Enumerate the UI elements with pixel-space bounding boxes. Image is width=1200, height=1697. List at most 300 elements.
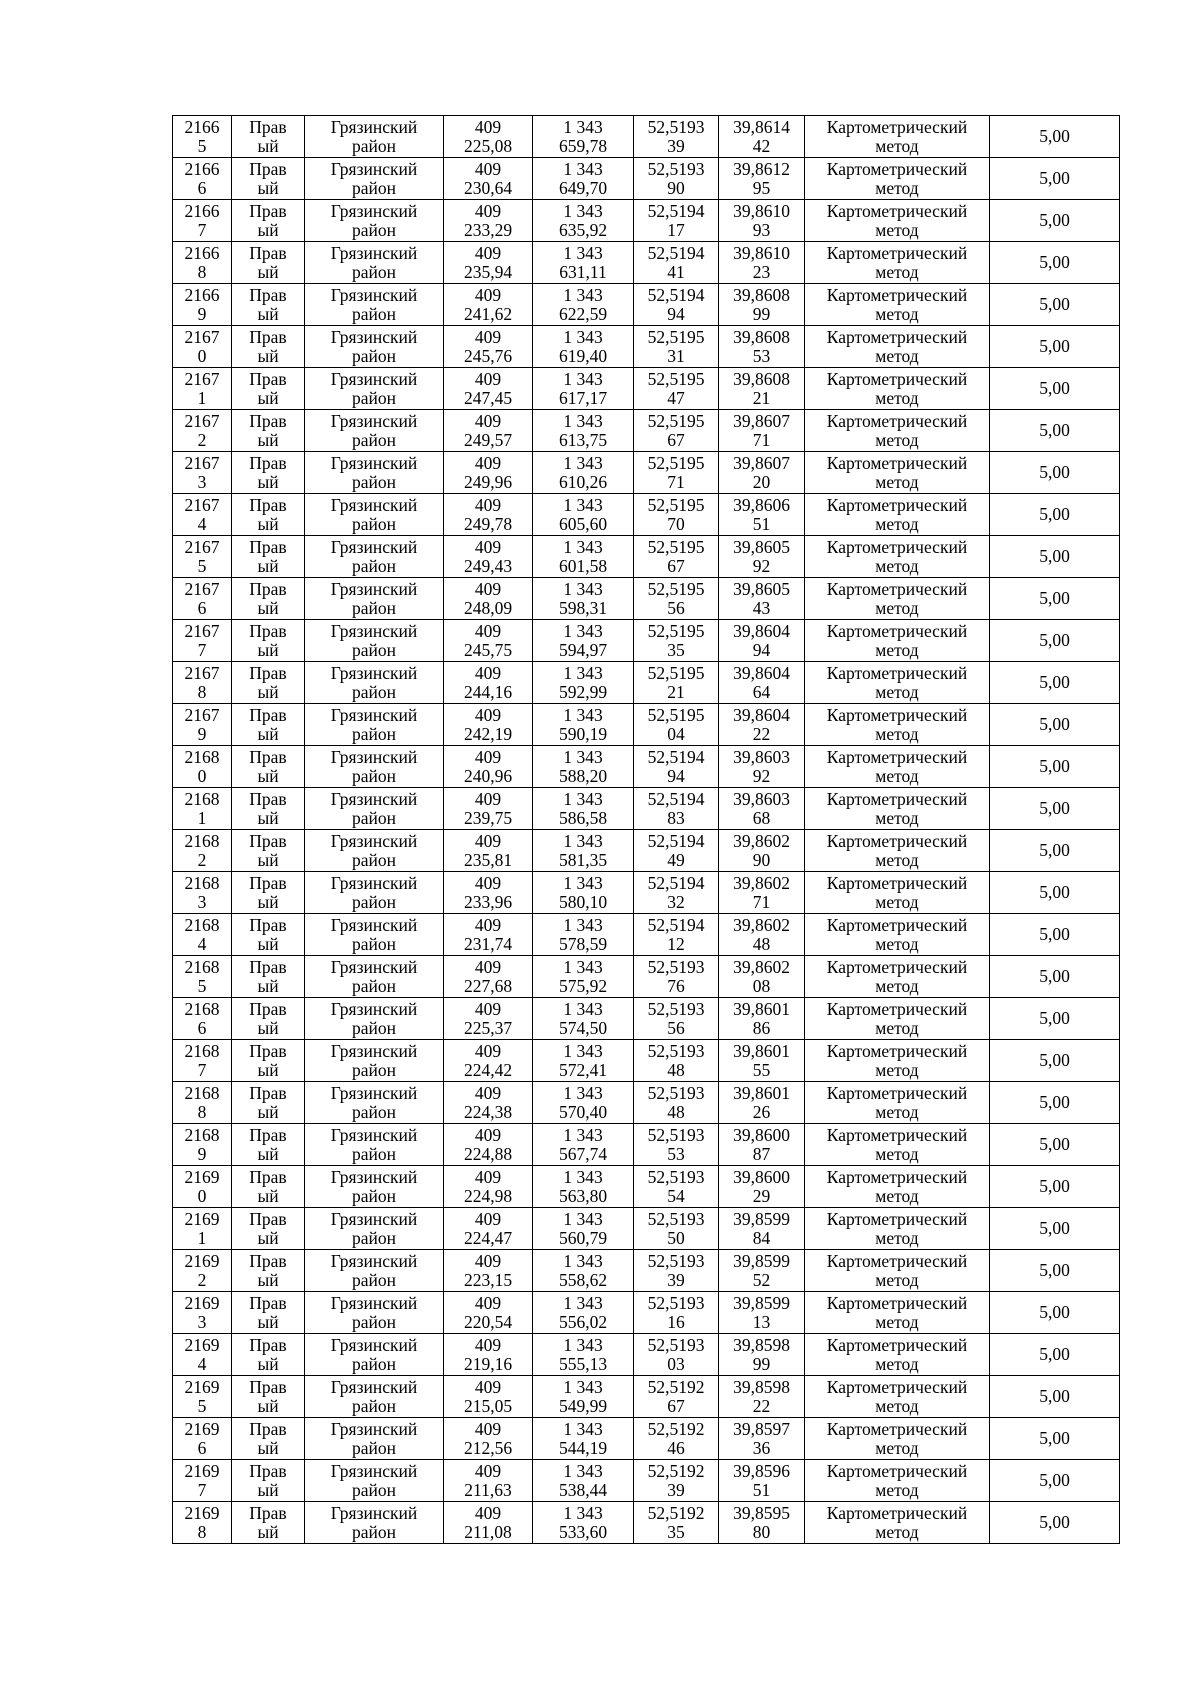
bank-side-cell-line-2: ый [257,849,279,870]
district-cell-line-2: район [352,1227,396,1248]
y-coordinate-cell-line-1: 1 343 [563,704,603,725]
method-cell-line-1: Картометрический [826,1040,968,1061]
latitude-cell-line-2: 35 [667,1521,685,1542]
y-coordinate-cell-line-1: 1 343 [563,1250,603,1271]
longitude-cell-line-2: 21 [752,387,771,408]
table-row [173,1502,1120,1544]
longitude-cell-line-1: 39,8598 [733,1334,790,1355]
bank-side-cell-line-2: ый [257,1143,279,1164]
bank-side-cell-line-2: ый [257,1395,279,1416]
district-cell-line-2: район [352,1521,396,1542]
longitude-cell-line-1: 39,8601 [733,998,790,1019]
longitude-cell-line-1: 39,8605 [733,536,790,557]
district-cell-line-1: Грязинский [330,872,418,893]
bank-side-cell [232,1040,305,1082]
y-coordinate-cell [533,578,634,620]
longitude-cell-line-2: 29 [752,1185,771,1206]
x-coordinate-cell [444,1334,533,1376]
longitude-cell-line-1: 39,8603 [733,746,790,767]
method-cell-line-2: метод [875,807,919,828]
accuracy-cell: 5,00 [990,452,1120,494]
x-coordinate-cell-line-2: 235,81 [463,849,513,870]
accuracy-cell: 5,00 [990,704,1120,746]
longitude-cell-line-2: 43 [752,597,771,618]
x-coordinate-cell-line-1: 409 [474,1166,502,1187]
point-number-cell [173,536,232,578]
method-cell-line-1: Картометрический [826,830,968,851]
bank-side-cell-line-2: ый [257,513,279,534]
point-number-cell-line-2: 6 [197,1437,207,1458]
longitude-cell-line-1: 39,8608 [733,284,790,305]
longitude-cell-line-2: 51 [752,513,771,534]
y-coordinate-cell-line-2: 635,92 [558,219,608,240]
method-cell-line-1: Картометрический [826,1124,968,1145]
latitude-cell [634,746,719,788]
method-cell-line-2: метод [875,933,919,954]
point-number-cell-line-2: 4 [197,1353,207,1374]
latitude-cell-line-2: 67 [667,429,685,450]
point-number-cell-line-2: 3 [197,471,207,492]
bank-side-cell-line-2: ый [257,1479,279,1500]
x-coordinate-cell-line-1: 409 [474,1208,502,1229]
longitude-cell-line-1: 39,8599 [733,1208,790,1229]
longitude-cell [719,746,805,788]
bank-side-cell-line-1: Прав [249,368,287,389]
y-coordinate-cell-line-1: 1 343 [563,452,603,473]
longitude-cell [719,158,805,200]
x-coordinate-cell-line-2: 224,42 [463,1059,513,1080]
district-cell-line-2: район [352,429,396,450]
table-row [173,1040,1120,1082]
latitude-cell-line-1: 52,5193 [647,1208,705,1229]
x-coordinate-cell-line-2: 247,45 [463,387,513,408]
y-coordinate-cell-line-1: 1 343 [563,1334,603,1355]
y-coordinate-cell-line-1: 1 343 [563,620,603,641]
method-cell [805,116,990,158]
x-coordinate-cell [444,620,533,662]
latitude-cell-line-1: 52,5193 [647,1166,705,1187]
x-coordinate-cell [444,746,533,788]
table-row [173,1166,1120,1208]
y-coordinate-cell-line-2: 619,40 [558,345,608,366]
point-number-cell [173,1208,232,1250]
x-coordinate-cell-line-2: 248,09 [463,597,513,618]
y-coordinate-cell [533,242,634,284]
latitude-cell-line-2: 49 [667,849,685,870]
district-cell [305,536,444,578]
longitude-cell-line-2: 22 [752,1395,771,1416]
x-coordinate-cell [444,116,533,158]
x-coordinate-cell-line-2: 249,96 [463,471,513,492]
bank-side-cell [232,1334,305,1376]
method-cell-line-2: метод [875,1479,919,1500]
longitude-cell [719,410,805,452]
x-coordinate-cell-line-1: 409 [474,284,502,305]
method-cell-line-2: метод [875,1059,919,1080]
longitude-cell-line-2: 42 [752,135,771,156]
method-cell [805,1376,990,1418]
y-coordinate-cell-line-1: 1 343 [563,200,603,221]
table-row [173,746,1120,788]
x-coordinate-cell-line-2: 231,74 [463,933,513,954]
longitude-cell-line-2: 51 [752,1479,771,1500]
y-coordinate-cell-line-1: 1 343 [563,578,603,599]
point-number-cell [173,158,232,200]
bank-side-cell [232,704,305,746]
latitude-cell [634,452,719,494]
district-cell [305,494,444,536]
latitude-cell-line-1: 52,5194 [647,914,705,935]
longitude-cell [719,704,805,746]
bank-side-cell-line-2: ый [257,177,279,198]
longitude-cell [719,1250,805,1292]
accuracy-cell: 5,00 [990,1418,1120,1460]
bank-side-cell-line-2: ый [257,1017,279,1038]
y-coordinate-cell-line-1: 1 343 [563,1292,603,1313]
y-coordinate-cell [533,1166,634,1208]
y-coordinate-cell-line-2: 544,19 [558,1437,608,1458]
district-cell [305,284,444,326]
method-cell-line-1: Картометрический [826,452,968,473]
bank-side-cell-line-2: ый [257,1227,279,1248]
district-cell-line-2: район [352,555,396,576]
bank-side-cell [232,956,305,998]
table-body [173,116,1120,1544]
x-coordinate-cell [444,956,533,998]
point-number-cell-line-2: 2 [197,1269,207,1290]
latitude-cell-line-2: 39 [667,1479,685,1500]
district-cell-line-1: Грязинский [330,1460,418,1481]
point-number-cell-line-2: 1 [197,1227,207,1248]
accuracy-cell: 5,00 [990,872,1120,914]
y-coordinate-cell-line-1: 1 343 [563,1124,603,1145]
point-number-cell [173,1460,232,1502]
method-cell [805,1250,990,1292]
longitude-cell-line-1: 39,8601 [733,1040,790,1061]
bank-side-cell-line-2: ый [257,429,279,450]
district-cell-line-2: район [352,387,396,408]
latitude-cell-line-2: 17 [667,219,685,240]
district-cell [305,1208,444,1250]
method-cell-line-1: Картометрический [826,1292,968,1313]
x-coordinate-cell-line-2: 241,62 [463,303,513,324]
latitude-cell-line-1: 52,5195 [647,368,705,389]
district-cell-line-2: район [352,1059,396,1080]
point-number-cell-line-2: 1 [197,387,207,408]
method-cell-line-1: Картометрический [826,1334,968,1355]
longitude-cell-line-2: 64 [752,681,771,702]
y-coordinate-cell-line-2: 622,59 [558,303,608,324]
longitude-cell [719,1376,805,1418]
point-number-cell [173,956,232,998]
method-cell-line-1: Картометрический [826,1460,968,1481]
longitude-cell [719,452,805,494]
bank-side-cell-line-1: Прав [249,536,287,557]
bank-side-cell-line-1: Прав [249,746,287,767]
method-cell [805,452,990,494]
y-coordinate-cell [533,998,634,1040]
method-cell-line-1: Картометрический [826,1502,968,1523]
longitude-cell-line-1: 39,8602 [733,914,790,935]
latitude-cell [634,1334,719,1376]
y-coordinate-cell-line-1: 1 343 [563,158,603,179]
longitude-cell-line-1: 39,8610 [733,200,790,221]
method-cell-line-2: метод [875,1143,919,1164]
y-coordinate-cell-line-2: 549,99 [558,1395,608,1416]
district-cell-line-2: район [352,933,396,954]
district-cell-line-2: район [352,1101,396,1122]
x-coordinate-cell [444,578,533,620]
point-number-cell-line-2: 7 [197,219,207,240]
accuracy-cell: 5,00 [990,494,1120,536]
district-cell-line-1: Грязинский [330,578,418,599]
point-number-cell-line-1: 2166 [184,242,220,263]
latitude-cell [634,704,719,746]
point-number-cell-line-2: 4 [197,933,207,954]
bank-side-cell [232,536,305,578]
latitude-cell [634,1250,719,1292]
district-cell-line-2: район [352,1395,396,1416]
latitude-cell [634,242,719,284]
bank-side-cell-line-1: Прав [249,788,287,809]
method-cell [805,578,990,620]
table-row [173,662,1120,704]
district-cell-line-2: район [352,1185,396,1206]
latitude-cell-line-2: 04 [667,723,685,744]
point-number-cell-line-2: 6 [197,177,207,198]
bank-side-cell-line-2: ый [257,723,279,744]
point-number-cell-line-1: 2168 [184,830,220,851]
point-number-cell-line-2: 7 [197,639,207,660]
point-number-cell-line-1: 2168 [184,1082,220,1103]
bank-side-cell-line-1: Прав [249,1082,287,1103]
x-coordinate-cell-line-2: 211,63 [464,1479,512,1500]
x-coordinate-cell [444,662,533,704]
y-coordinate-cell [533,872,634,914]
longitude-cell-line-2: 13 [752,1311,771,1332]
x-coordinate-cell [444,1418,533,1460]
latitude-cell-line-2: 16 [667,1311,685,1332]
bank-side-cell [232,662,305,704]
table-row [173,620,1120,662]
bank-side-cell [232,1376,305,1418]
y-coordinate-cell-line-2: 649,70 [558,177,608,198]
method-cell [805,1502,990,1544]
method-cell-line-1: Картометрический [826,200,968,221]
y-coordinate-cell-line-2: 594,97 [558,639,608,660]
bank-side-cell-line-2: ый [257,471,279,492]
district-cell [305,620,444,662]
x-coordinate-cell-line-2: 224,98 [463,1185,513,1206]
y-coordinate-cell-line-2: 588,20 [558,765,608,786]
y-coordinate-cell-line-1: 1 343 [563,284,603,305]
x-coordinate-cell-line-1: 409 [474,452,502,473]
bank-side-cell-line-2: ый [257,891,279,912]
method-cell-line-1: Картометрический [826,662,968,683]
latitude-cell-line-2: 56 [667,597,685,618]
latitude-cell [634,326,719,368]
point-number-cell [173,326,232,368]
district-cell-line-1: Грязинский [330,116,418,137]
latitude-cell [634,536,719,578]
y-coordinate-cell [533,494,634,536]
point-number-cell-line-2: 8 [197,1101,207,1122]
latitude-cell [634,158,719,200]
y-coordinate-cell-line-2: 575,92 [558,975,608,996]
district-cell-line-1: Грязинский [330,284,418,305]
point-number-cell [173,746,232,788]
table-row [173,998,1120,1040]
x-coordinate-cell [444,494,533,536]
bank-side-cell [232,1166,305,1208]
y-coordinate-cell-line-2: 563,80 [558,1185,608,1206]
point-number-cell [173,494,232,536]
bank-side-cell-line-1: Прав [249,494,287,515]
longitude-cell-line-2: 95 [752,177,771,198]
table-row [173,1376,1120,1418]
bank-side-cell [232,914,305,956]
district-cell-line-2: район [352,1017,396,1038]
district-cell-line-1: Грязинский [330,788,418,809]
latitude-cell [634,1166,719,1208]
bank-side-cell-line-1: Прав [249,956,287,977]
district-cell-line-2: район [352,891,396,912]
bank-side-cell [232,326,305,368]
bank-side-cell-line-1: Прав [249,284,287,305]
method-cell [805,1460,990,1502]
point-number-cell-line-1: 2166 [184,200,220,221]
bank-side-cell-line-2: ый [257,1521,279,1542]
latitude-cell [634,1502,719,1544]
point-number-cell-line-2: 2 [197,429,207,450]
x-coordinate-cell-line-1: 409 [474,1376,502,1397]
x-coordinate-cell [444,1250,533,1292]
point-number-cell-line-1: 2168 [184,998,220,1019]
district-cell-line-2: район [352,345,396,366]
latitude-cell-line-2: 90 [667,177,685,198]
point-number-cell-line-2: 7 [197,1479,207,1500]
latitude-cell [634,1292,719,1334]
bank-side-cell-line-2: ый [257,303,279,324]
latitude-cell-line-1: 52,5195 [647,704,705,725]
bank-side-cell [232,242,305,284]
latitude-cell-line-1: 52,5194 [647,242,705,263]
district-cell-line-1: Грязинский [330,200,418,221]
x-coordinate-cell-line-1: 409 [474,872,502,893]
longitude-cell-line-2: 68 [752,807,771,828]
table-row [173,494,1120,536]
bank-side-cell-line-2: ый [257,765,279,786]
table-row [173,200,1120,242]
y-coordinate-cell-line-2: 586,58 [558,807,608,828]
district-cell [305,1124,444,1166]
x-coordinate-cell [444,452,533,494]
longitude-cell [719,578,805,620]
bank-side-cell-line-1: Прав [249,1418,287,1439]
latitude-cell-line-1: 52,5193 [647,158,705,179]
x-coordinate-cell-line-1: 409 [474,620,502,641]
latitude-cell-line-2: 03 [667,1353,685,1374]
accuracy-cell: 5,00 [990,830,1120,872]
accuracy-cell: 5,00 [990,746,1120,788]
method-cell [805,410,990,452]
district-cell-line-2: район [352,1437,396,1458]
x-coordinate-cell-line-2: 224,88 [463,1143,513,1164]
bank-side-cell-line-2: ый [257,135,279,156]
y-coordinate-cell-line-1: 1 343 [563,872,603,893]
point-number-cell-line-2: 3 [197,1311,207,1332]
longitude-cell-line-2: 53 [752,345,771,366]
x-coordinate-cell [444,830,533,872]
longitude-cell [719,914,805,956]
district-cell-line-2: район [352,849,396,870]
table-row [173,704,1120,746]
table-row [173,1082,1120,1124]
x-coordinate-cell-line-2: 225,08 [463,135,513,156]
longitude-cell [719,494,805,536]
point-number-cell-line-1: 2168 [184,956,220,977]
method-cell-line-2: метод [875,303,919,324]
x-coordinate-cell [444,536,533,578]
y-coordinate-cell-line-2: 601,58 [558,555,608,576]
bank-side-cell-line-1: Прав [249,452,287,473]
point-number-cell [173,1082,232,1124]
x-coordinate-cell-line-2: 240,96 [463,765,513,786]
longitude-cell [719,326,805,368]
latitude-cell [634,200,719,242]
longitude-cell [719,116,805,158]
latitude-cell-line-2: 48 [667,1059,685,1080]
district-cell-line-2: район [352,597,396,618]
y-coordinate-cell-line-2: 605,60 [558,513,608,534]
point-number-cell-line-1: 2166 [184,284,220,305]
x-coordinate-cell-line-1: 409 [474,788,502,809]
latitude-cell-line-1: 52,5194 [647,746,705,767]
bank-side-cell-line-1: Прав [249,1208,287,1229]
latitude-cell [634,662,719,704]
district-cell-line-2: район [352,765,396,786]
y-coordinate-cell-line-2: 578,59 [558,933,608,954]
method-cell [805,1208,990,1250]
table-row [173,1460,1120,1502]
method-cell-line-2: метод [875,135,919,156]
method-cell-line-1: Картометрический [826,242,968,263]
bank-side-cell-line-2: ый [257,1353,279,1374]
latitude-cell-line-1: 52,5193 [647,956,705,977]
x-coordinate-cell-line-2: 233,29 [463,219,513,240]
latitude-cell-line-1: 52,5193 [647,1040,705,1061]
method-cell [805,536,990,578]
district-cell [305,956,444,998]
y-coordinate-cell [533,788,634,830]
latitude-cell-line-2: 21 [667,681,685,702]
point-number-cell [173,410,232,452]
district-cell [305,1502,444,1544]
method-cell-line-2: метод [875,681,919,702]
latitude-cell-line-2: 70 [667,513,685,534]
longitude-cell-line-1: 39,8604 [733,620,790,641]
longitude-cell-line-1: 39,8607 [733,452,790,473]
bank-side-cell-line-2: ый [257,555,279,576]
point-number-cell-line-1: 2169 [184,1460,220,1481]
latitude-cell-line-2: 53 [667,1143,685,1164]
longitude-cell [719,536,805,578]
method-cell-line-1: Картометрический [826,956,968,977]
bank-side-cell-line-2: ый [257,1059,279,1080]
x-coordinate-cell [444,410,533,452]
bank-side-cell-line-1: Прав [249,578,287,599]
y-coordinate-cell-line-2: 558,62 [558,1269,608,1290]
